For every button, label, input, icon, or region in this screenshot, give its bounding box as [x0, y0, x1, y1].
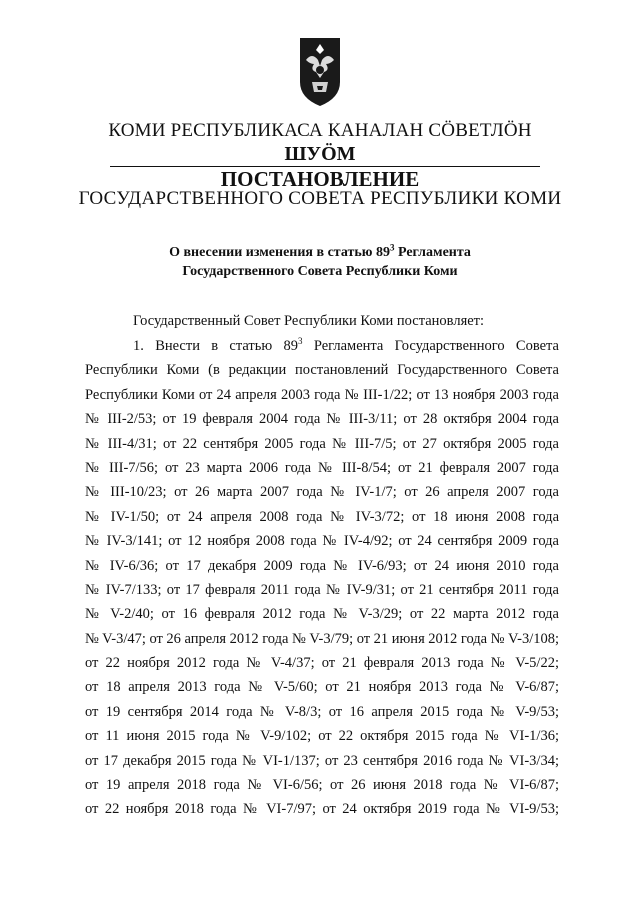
header-komi-line: КОМИ РЕСПУБЛИКАСА КАНАЛАН СÖВЕТЛÖН: [108, 120, 532, 141]
komi-coat-of-arms-icon: [296, 30, 344, 108]
header-postanovlenie: ПОСТАНОВЛЕНИЕ: [220, 167, 420, 191]
body-line: № V-2/40; от 16 февраля 2012 года № V-3/29; от 22 марта 2012 года: [85, 606, 559, 623]
body-line: 1. Внести в статью $89^3$ Регламента Государственного Совета: [133, 336, 559, 354]
body-line: Республики Коми от 24 апреля 2003 года № III-1/22; от 13 ноября 2003 года: [85, 386, 559, 403]
body-line: от 11 июня 2015 года № V-9/102; от 22 октября 2015 года № VI-1/36;: [85, 728, 559, 745]
body-line: № IV-6/36; от 17 декабря 2009 года № IV-6/93; от 24 июня 2010 года: [85, 557, 559, 574]
body-line: № III-10/23; от 26 марта 2007 года № IV-1/7; от 26 апреля 2007 года: [85, 484, 559, 501]
body-line: от 22 ноября 2018 года № VI-7/97; от 24 октября 2019 года № VI-9/53;: [85, 801, 559, 818]
body-line: № IV-1/50; от 24 апреля 2008 года № IV-3/72; от 18 июня 2008 года: [85, 508, 559, 525]
body-line: № V-3/47; от 26 апреля 2012 года № V-3/79; от 21 июня 2012 года № V-3/108;: [85, 630, 559, 647]
body-line: от 19 апреля 2018 года № VI-6/56; от 26 июня 2018 года № VI-6/87;: [85, 777, 559, 794]
body-line: № III-4/31; от 22 сентября 2005 года № III-7/5; от 27 октября 2005 года: [85, 435, 559, 452]
body-line: № IV-3/141; от 12 ноября 2008 года № IV-4/92; от 24 сентября 2009 года: [85, 533, 559, 550]
body-line: № III-7/56; от 23 марта 2006 года № III-8/54; от 21 февраля 2007 года: [85, 459, 559, 476]
body-text: [85, 334, 559, 822]
header-gossovet: ГОСУДАРСТВЕННОГО СОВЕТА РЕСПУБЛИКИ КОМИ: [78, 188, 562, 209]
document-title-line-1: О внесении изменения в статью $89^3$ Регламента: [169, 242, 471, 260]
header-shuom: ШУÖМ: [284, 143, 356, 165]
body-line: № III-2/53; от 19 февраля 2004 года № III-3/11; от 28 октября 2004 года: [85, 411, 559, 428]
body-line: Республики Коми (в редакции постановлений Государственного Совета: [85, 362, 559, 379]
body-line: от 18 апреля 2013 года № V-5/60; от 21 ноября 2013 года № V-6/87;: [85, 679, 559, 696]
body-line: от 22 ноября 2012 года № V-4/37; от 21 февраля 2013 года № V-5/22;: [85, 655, 559, 672]
body-line: от 17 декабря 2015 года № VI-1/137; от 23 сентября 2016 года № VI-3/34;: [85, 752, 559, 769]
intro-paragraph: Государственный Совет Республики Коми постановляет:: [133, 313, 485, 329]
body-line: № IV-7/133; от 17 февраля 2011 года № IV-9/31; от 21 сентября 2011 года: [85, 581, 559, 598]
document-title-line-2: Государственного Совета Республики Коми: [182, 264, 458, 279]
body-line: от 19 сентября 2014 года № V-8/3; от 16 апреля 2015 года № V-9/53;: [85, 703, 559, 720]
